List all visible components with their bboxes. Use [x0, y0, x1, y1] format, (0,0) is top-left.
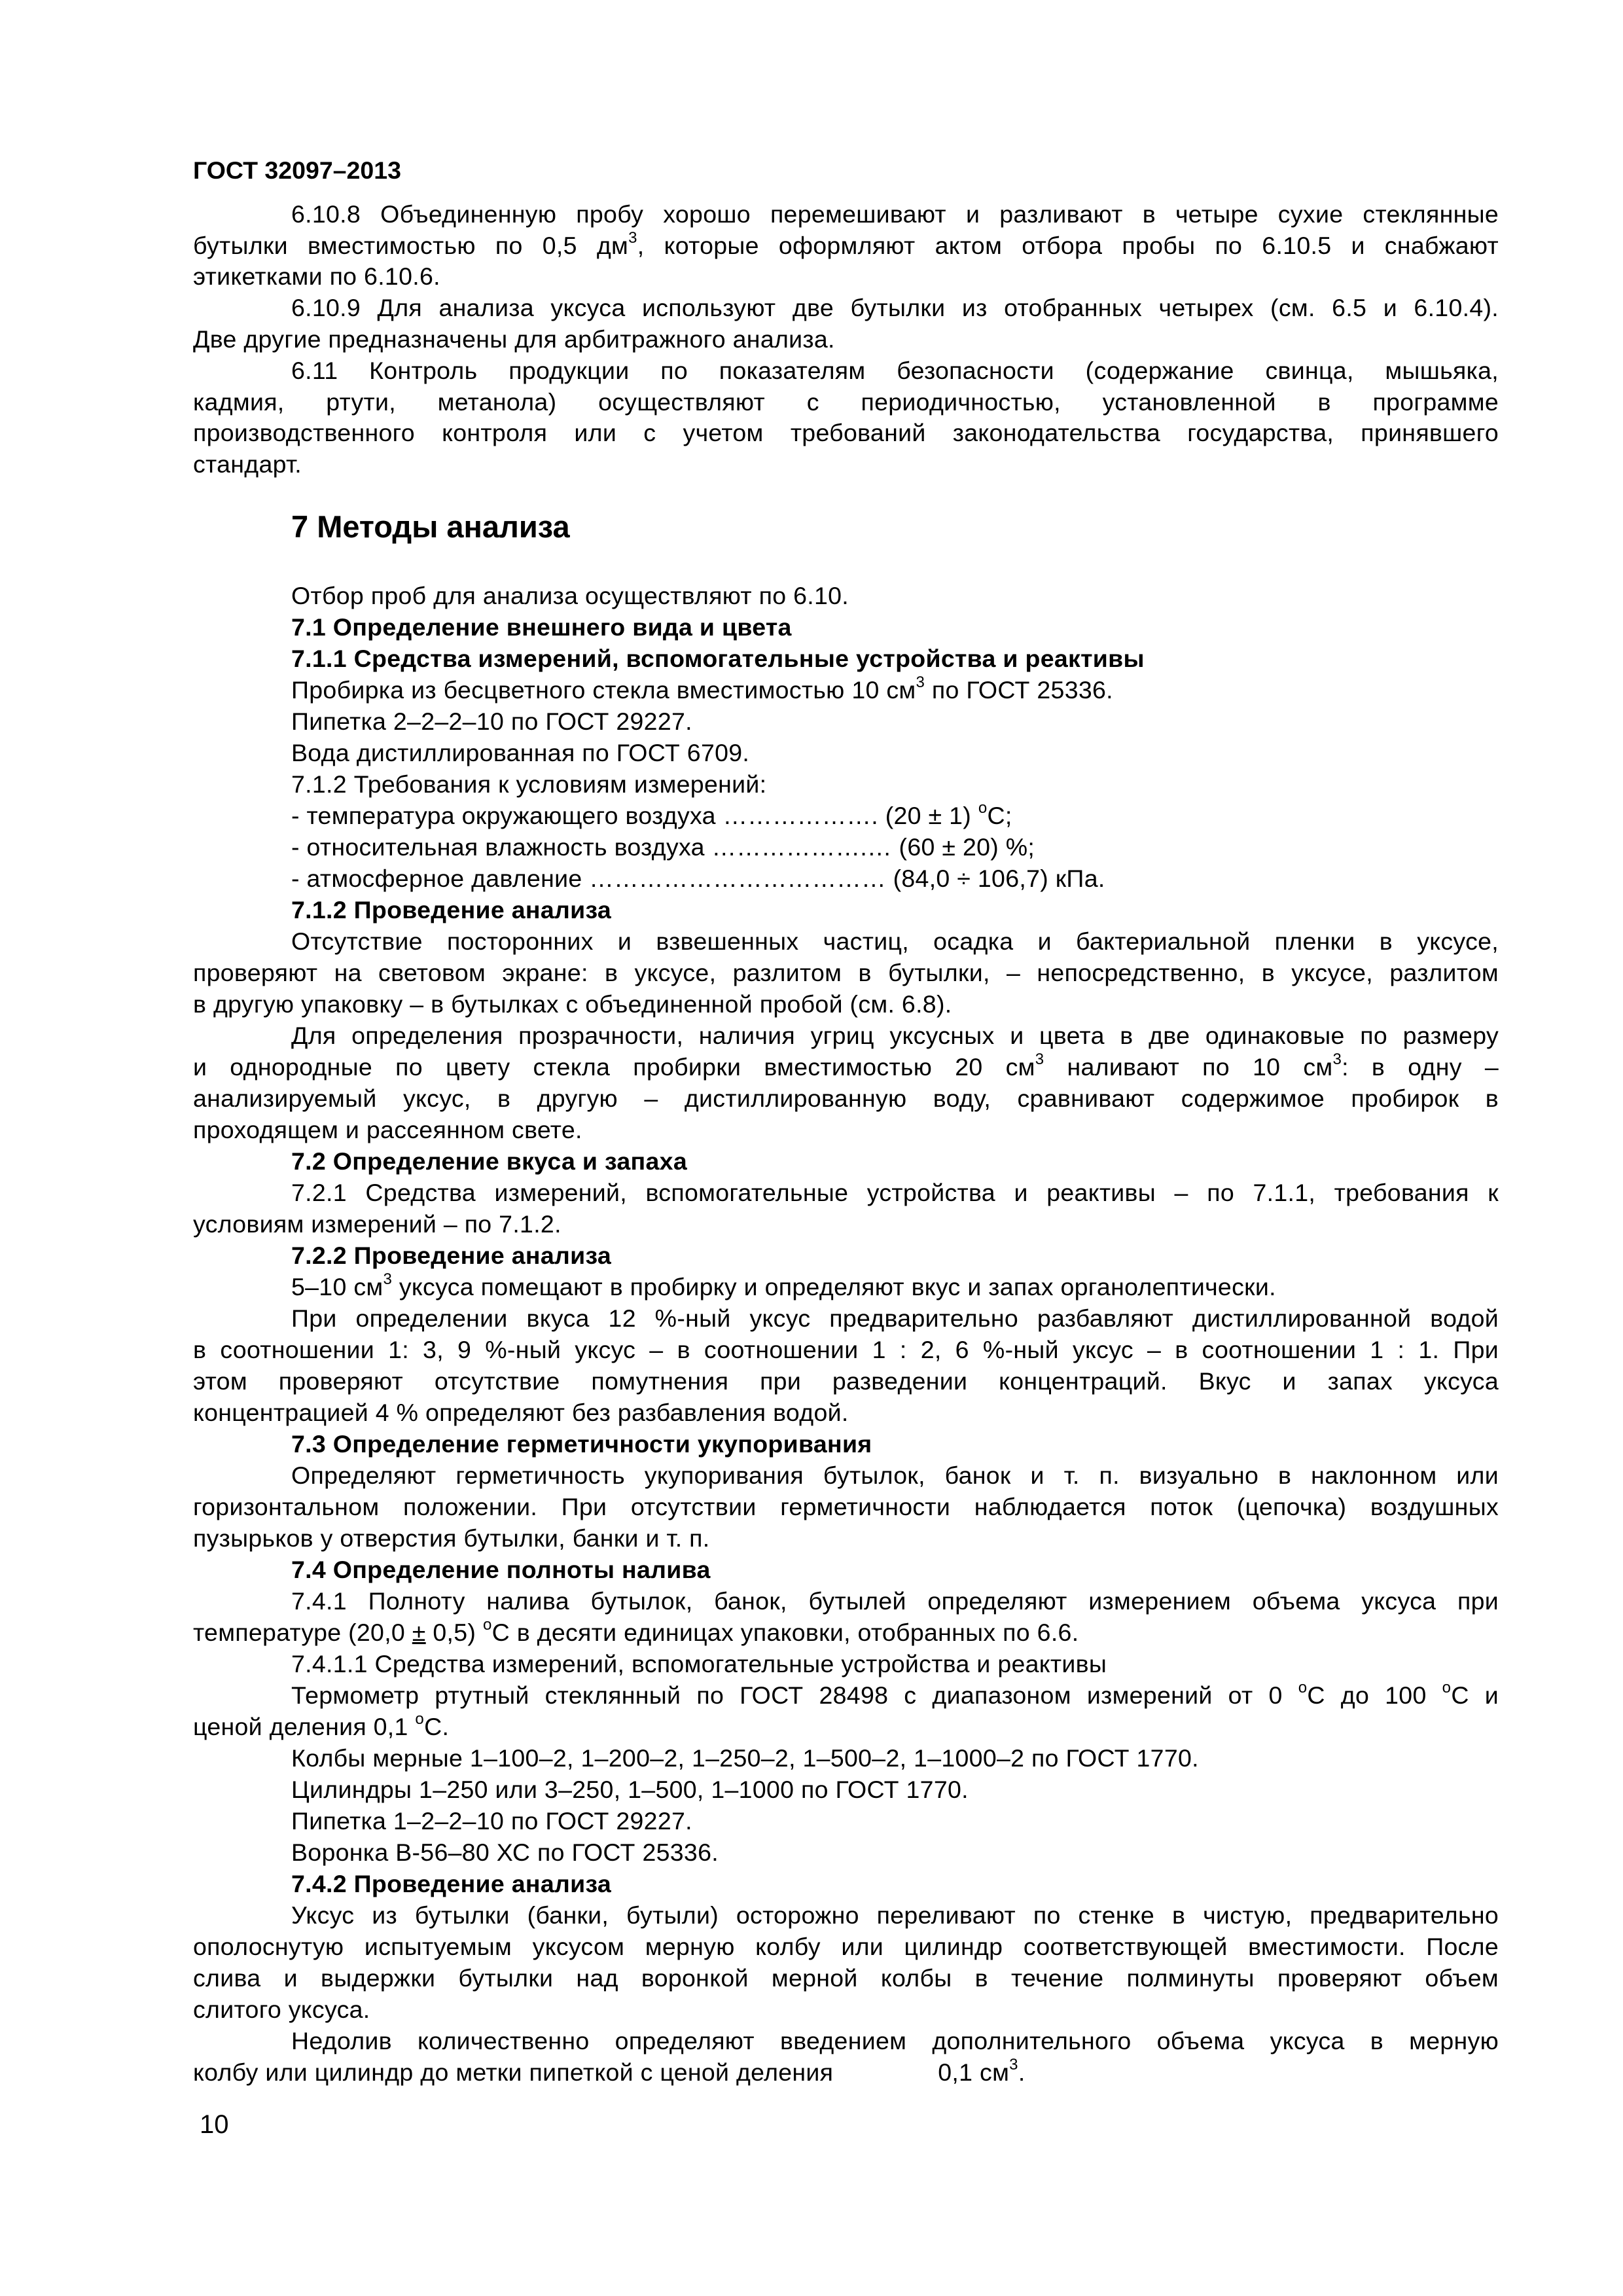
equipment-item: Колбы мерные 1–100–2, 1–200–2, 1–250–2, 1–500–2, 1–1000–2 по ГОСТ 1770. — [291, 1744, 1199, 1772]
body-line: Уксус из бутылки (банки, бутыли) осторожно переливают по стенке в чистую, предварительно — [291, 1901, 1499, 1929]
body-line: концентрацией 4 % определяют без разбавления водой. — [193, 1399, 849, 1426]
paragraph-6-10-9-line: Две другие предназначены для арбитражного анализа. — [193, 325, 835, 353]
subsection-heading: 7.3 Определение герметичности укупоривания — [291, 1430, 872, 1458]
body-line: ополоснутую испытуемым уксусом мерную колбу или цилиндр соответствующей вместимости. После — [193, 1933, 1499, 1960]
requirement-item: - температура окружающего воздуха ………………. (20 ± 1) $^o$С; — [291, 798, 1012, 829]
subsection-heading: 7.2.2 Проведение анализа — [291, 1242, 612, 1269]
body-line: и однородные по цвету стекла пробирки вместимостью 20 $см^3$ наливают по 10 $см^3$: в одну – — [193, 1050, 1499, 1081]
body-line: Для определения прозрачности, наличия угриц уксусных и цвета в две одинаковые по размеру — [291, 1022, 1499, 1049]
requirement-item: - атмосферное давление ……………………………… (84,0 ÷ 106,7) кПа. — [291, 865, 1105, 892]
subsection-heading: 7.2 Определение вкуса и запаха — [291, 1147, 687, 1175]
subsection-heading: 7.1 Определение внешнего вида и цвета — [291, 613, 792, 641]
body-line: анализируемый уксус, в другую – дистиллированную воду, сравнивают содержимое пробирок в — [193, 1085, 1499, 1112]
body-line: Отсутствие посторонних и взвешенных частиц, осадка и бактериальной пленки в уксусе, — [291, 927, 1499, 955]
intro-line: Отбор проб для анализа осуществляют по 6.10. — [291, 582, 849, 609]
body-line: 7.4.1.1 Средства измерений, вспомогательные устройства и реактивы — [291, 1650, 1107, 1677]
paragraph-6-11-line: стандарт. — [193, 450, 302, 478]
equipment-item: Воронка В-56–80 ХС по ГОСТ 25336. — [291, 1839, 719, 1866]
page-number: 10 — [200, 2110, 229, 2139]
body-line: этом проверяют отсутствие помутнения при разведении концентраций. Вкус и запах уксуса — [193, 1367, 1499, 1395]
body-line: Определяют герметичность укупоривания бутылок, банок и т. п. визуально в наклонном или — [291, 1462, 1499, 1489]
body-line: 5–10 $см^3$ уксуса помещают в пробирку и определяют вкус и запах органолептически. — [291, 1270, 1276, 1300]
paragraph-6-11-line: 6.11 Контроль продукции по показателям безопасности (содержание свинца, мышьяка, — [291, 357, 1499, 384]
subsection-heading: 7.4 Определение полноты налива — [291, 1556, 711, 1583]
body-line: горизонтальном положении. При отсутствии герметичности наблюдается поток (цепочка) воздушных — [193, 1493, 1499, 1520]
body-line: Термометр ртутный стеклянный по ГОСТ 28498 с диапазоном измерений от 0 $^o$С до 100 $^o$С и — [291, 1678, 1499, 1709]
document-id: ГОСТ 32097–2013 — [193, 156, 401, 184]
body-line: в другую упаковку – в бутылках с объединенной пробой (см. 6.8). — [193, 990, 952, 1018]
paragraph-6-10-8-line: 6.10.8 Объединенную пробу хорошо перемешивают и разливают в четыре сухие стеклянные — [291, 200, 1499, 228]
body-line: проверяют на световом экране: в уксусе, разлитом в бутылки, – непосредственно, в уксусе, разлитом — [193, 959, 1499, 986]
subsection-heading: 7.1.1 Средства измерений, вспомогательные устройства и реактивы — [291, 645, 1145, 672]
equipment-item: Пипетка 1–2–2–10 по ГОСТ 29227. — [291, 1807, 692, 1835]
body-line: пузырьков у отверстия бутылки, банки и т. п. — [193, 1524, 710, 1552]
body-line: проходящем и рассеянном свете. — [193, 1116, 582, 1143]
equipment-item: Пипетка 2–2–2–10 по ГОСТ 29227. — [291, 708, 692, 735]
body-line: условиям измерений – по 7.1.2. — [193, 1210, 562, 1238]
body-line: 7.2.1 Средства измерений, вспомогательные устройства и реактивы – по 7.1.1, требования к — [291, 1179, 1499, 1206]
body-line: слива и выдержки бутылки над воронкой мерной колбы в течение полминуты проверяют объем — [193, 1964, 1499, 1992]
paragraph-6-11-line: кадмия, ртути, метанола) осуществляют с периодичностью, установленной в программе — [193, 388, 1499, 416]
section-heading: 7 Методы анализа — [291, 509, 570, 544]
body-line: в соотношении 1: 3, 9 %-ный уксус – в соотношении 1 : 2, 6 %-ный уксус – в соотношении 1 : 1. При — [193, 1336, 1499, 1363]
requirements-line: 7.1.2 Требования к условиям измерений: — [291, 770, 767, 798]
equipment-item: Пробирка из бесцветного стекла вместимостью 10 $см^3$ по ГОСТ 25336. — [291, 673, 1113, 704]
body-line: слитого уксуса. — [193, 1996, 370, 2023]
body-line: колбу или цилиндр до метки пипеткой с ценой деления 0,1 $см^3$. — [193, 2055, 1026, 2086]
paragraph-6-10-8-line: бутылки вместимостью по 0,5 $дм^3$, которые оформляют актом отбора пробы по 6.10.5 и снабжают — [193, 228, 1499, 259]
subsection-heading: 7.4.2 Проведение анализа — [291, 1870, 612, 1897]
body-line: температуре (20,0 ± 0,5) $^o$С в десяти единицах упаковки, отобранных по 6.6. — [193, 1615, 1079, 1646]
paragraph-6-11-line: производственного контроля или с учетом требований законодательства государства, принявшего — [193, 419, 1499, 446]
body-line: Недолив количественно определяют введением дополнительного объема уксуса в мерную — [291, 2027, 1499, 2054]
body-line: 7.4.1 Полноту налива бутылок, банок, бутылей определяют измерением объема уксуса при — [291, 1587, 1499, 1615]
body-line: При определении вкуса 12 %-ный уксус предварительно разбавляют дистиллированной водой — [291, 1304, 1499, 1332]
paragraph-6-10-8-line: этикетками по 6.10.6. — [193, 262, 440, 290]
subsection-heading: 7.1.2 Проведение анализа — [291, 896, 612, 924]
equipment-item: Цилиндры 1–250 или 3–250, 1–500, 1–1000 по ГОСТ 1770. — [291, 1776, 969, 1803]
paragraph-6-10-9-line: 6.10.9 Для анализа уксуса используют две бутылки из отобранных четырех (см. 6.5 и 6.10.4). — [291, 294, 1499, 321]
body-line: ценой деления 0,1 $^o$С. — [193, 1710, 450, 1740]
equipment-item: Вода дистиллированная по ГОСТ 6709. — [291, 739, 750, 766]
requirement-item: - относительная влажность воздуха ……………….… (60 ± 20) %; — [291, 833, 1035, 861]
